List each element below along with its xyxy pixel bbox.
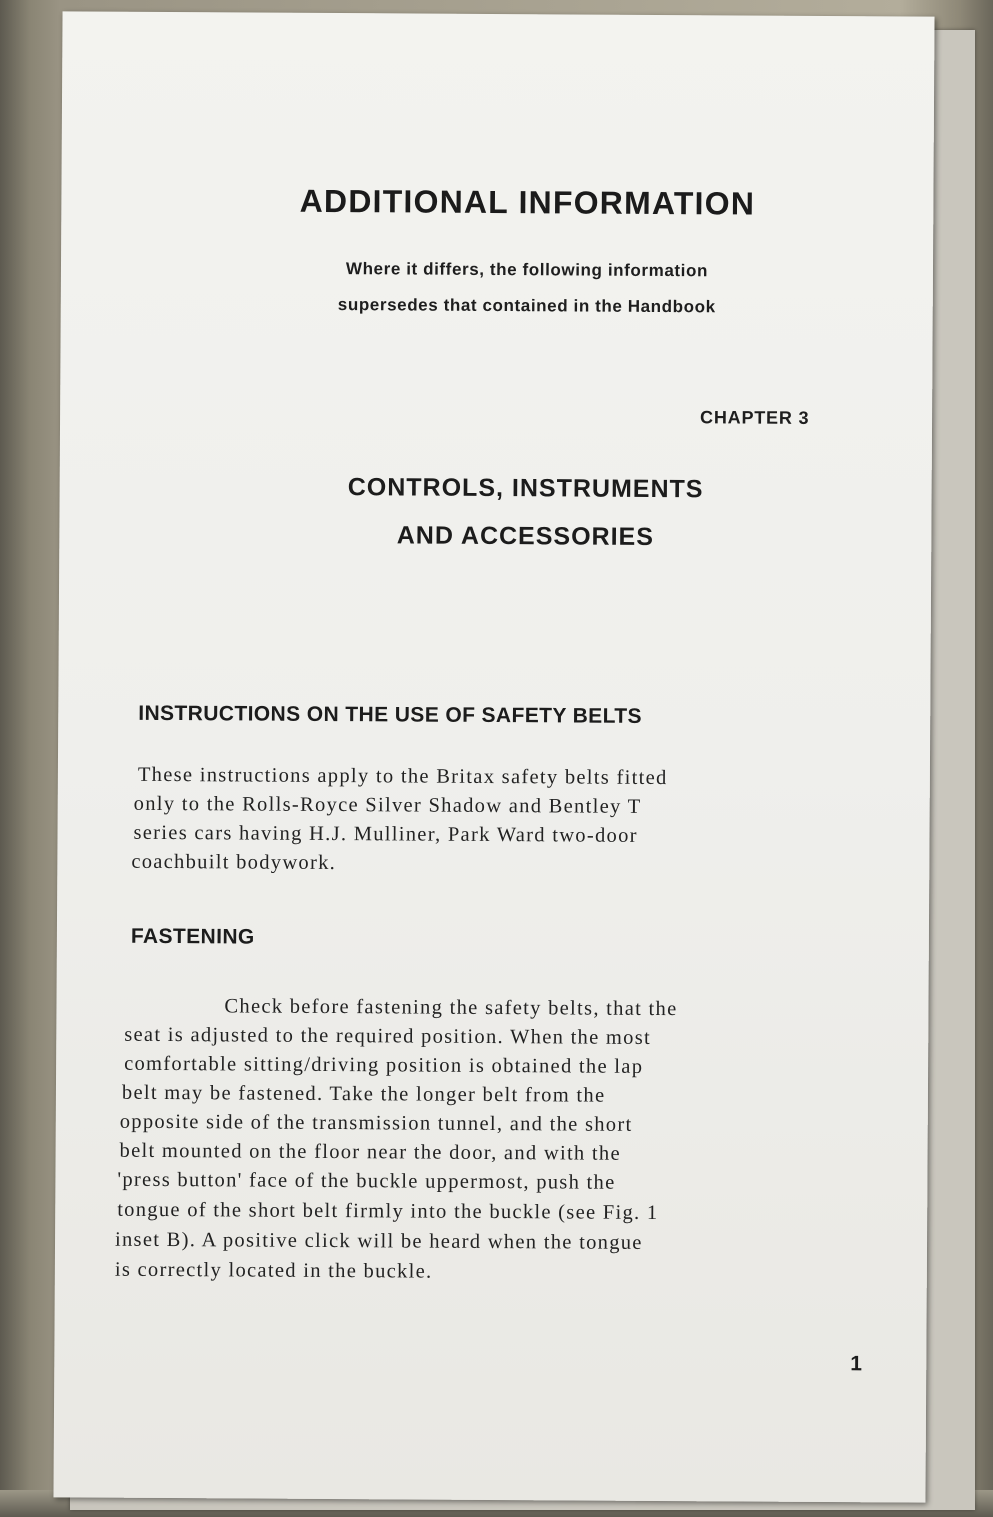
fastening-line: opposite side of the transmission tunnel, and the short [119, 1110, 633, 1136]
fastening-line: belt mounted on the floor near the door, and with the [119, 1139, 621, 1165]
page-number: 1 [850, 1352, 863, 1376]
fastening-line: is correctly located in the buckle. [114, 1258, 433, 1283]
fastening-line: inset B). A positive click will be heard when the tongue [114, 1228, 643, 1254]
section-heading-safety-belts: INSTRUCTIONS ON THE USE OF SAFETY BELTS [138, 701, 643, 728]
intro-line: These instructions apply to the Britax safety belts fitted [137, 763, 668, 790]
document-page [53, 11, 934, 1502]
chapter-label: CHAPTER 3 [700, 407, 810, 428]
intro-line: series cars having H.J. Mulliner, Park Ward two-door [133, 821, 638, 847]
intro-line: only to the Rolls-Royce Silver Shadow and Bentley T [133, 792, 642, 818]
intro-line: coachbuilt bodywork. [131, 850, 337, 875]
fastening-line: Check before fastening the safety belts, that the [224, 995, 678, 1021]
fastening-line: tongue of the short belt firmly into the buckle (see Fig. 1 [117, 1198, 659, 1225]
subtitle-line-1: Where it differs, the following information [345, 259, 709, 281]
chapter-title-line-2: AND ACCESSORIES [396, 521, 655, 551]
fastening-line: seat is adjusted to the required position. When the most [124, 1023, 652, 1049]
section-heading-fastening: FASTENING [130, 924, 255, 949]
chapter-title-line-1: CONTROLS, INSTRUMENTS [347, 473, 704, 504]
fastening-line: belt may be fastened. Take the longer belt from the [121, 1081, 606, 1107]
fastening-line: comfortable sitting/driving position is obtained the lap [124, 1052, 644, 1078]
subtitle-line-2: supersedes that contained in the Handbook [337, 295, 716, 317]
fastening-line: 'press button' face of the buckle uppermost, push the [117, 1168, 616, 1194]
page-title: ADDITIONAL INFORMATION [299, 182, 756, 222]
